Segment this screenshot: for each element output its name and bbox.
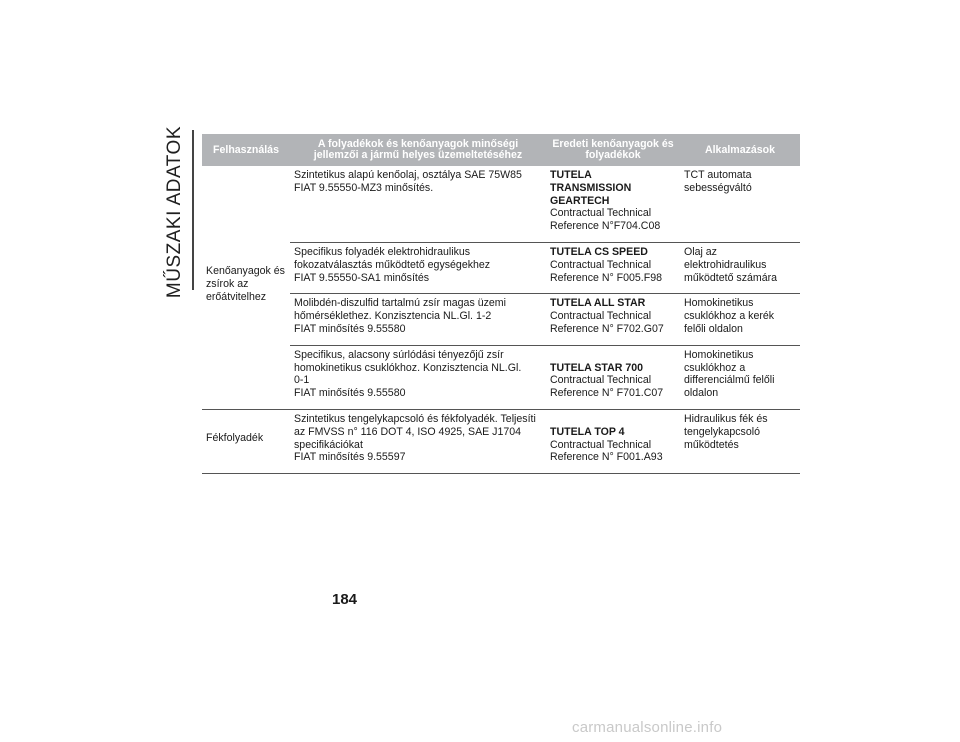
application-cell: [680, 345, 800, 409]
table-body: [202, 166, 800, 474]
application-line: Hidraulikus fék és: [684, 412, 768, 425]
specification-cell: [290, 242, 546, 293]
product-reference: Reference N° F001.A93: [550, 451, 663, 464]
product-reference: Reference N° F701.C07: [550, 387, 664, 400]
usage-cell: Kenőanyagok és zsírok az erőátvitelhez: [202, 166, 290, 409]
application-cell: [680, 409, 800, 473]
specification-line: Specifikus folyadék elektrohidraulikus: [294, 245, 471, 258]
product-name: TUTELA STAR 700: [550, 361, 643, 374]
header-applications: Alkalmazások: [680, 134, 800, 166]
product-reference: Contractual Technical: [550, 438, 652, 451]
product-reference: Reference N°F704.C08: [550, 220, 661, 233]
specification-line: Molibdén-diszulfid tartalmú zsír magas üzemi: [294, 297, 506, 310]
fluids-lubricants-table: [202, 134, 800, 474]
specification-line: az FMVSS n° 116 DOT 4, ISO 4925, SAE J1704: [294, 425, 522, 438]
application-line: elektrohidraulikus: [684, 258, 767, 271]
specification-line: specifikációkat: [294, 438, 363, 451]
table-row: [202, 345, 800, 409]
specification-line: fokozatválasztás működtető egységekhez: [294, 258, 491, 271]
product-cell: [546, 294, 680, 345]
product-cell: [546, 345, 680, 409]
application-line: csuklókhoz a kerék: [684, 310, 775, 323]
section-title: [161, 125, 189, 299]
application-line: működtetés: [684, 438, 739, 451]
specification-line: FIAT 9.55550-SA1 minősítés: [294, 271, 430, 284]
application-line: csuklókhoz a: [684, 361, 746, 374]
specification-cell: [290, 294, 546, 345]
specification-line: FIAT minősítés 9.55597: [294, 451, 406, 464]
header-quality-specs: A folyadékok és kenőanyagok minőségi jellemzői a jármű helyes üzemeltetéséhez: [290, 134, 546, 166]
header-usage: Felhasználás: [202, 134, 290, 166]
product-name: GEARTECH: [550, 194, 610, 207]
product-reference: Contractual Technical: [550, 374, 652, 387]
specification-line: Szintetikus alapú kenőolaj, osztálya SAE 75W85: [294, 169, 522, 181]
application-line: tengelykapcsoló: [684, 425, 760, 438]
table-row: [202, 242, 800, 293]
product-name: TUTELA CS SPEED: [550, 245, 648, 258]
application-line: felőli oldalon: [684, 322, 743, 335]
section-title-text: MŰSZAKI ADATOK: [164, 125, 185, 299]
usage-cell: Fékfolyadék: [202, 409, 290, 473]
product-reference: Contractual Technical: [550, 258, 652, 271]
specification-line: FIAT minősítés 9.55580: [294, 387, 406, 400]
application-line: Homokinetikus: [684, 348, 754, 361]
specification-line: FIAT minősítés 9.55580: [294, 322, 406, 335]
product-cell: [546, 166, 680, 242]
application-line: Olaj az: [684, 245, 717, 258]
application-cell: [680, 242, 800, 293]
product-name: TUTELA: [550, 169, 592, 181]
specification-line: hőmérséklethez. Konzisztencia NL.Gl. 1-2: [294, 310, 492, 323]
specification-cell: [290, 409, 546, 473]
application-line: sebességváltó: [684, 181, 752, 194]
specification-line: homokinetikus csuklókhoz. Konzisztencia NL.Gl.: [294, 361, 522, 374]
application-line: TCT automata: [684, 169, 752, 181]
specification-line: FIAT 9.55550-MZ3 minősítés.: [294, 181, 434, 194]
product-name: TUTELA TOP 4: [550, 425, 625, 438]
table-row: [202, 294, 800, 345]
spacer: [550, 349, 676, 362]
application-line: Homokinetikus: [684, 297, 754, 310]
table-header-row: [202, 134, 800, 166]
product-cell: [546, 242, 680, 293]
product-reference: Contractual Technical: [550, 207, 652, 220]
table-row: [202, 409, 800, 473]
watermark: carmanualsonline.info: [572, 719, 723, 736]
application-line: oldalon: [684, 387, 719, 400]
specification-line: Szintetikus tengelykapcsoló és fékfolyadék. Teljesíti: [294, 412, 536, 425]
specification-cell: [290, 166, 546, 242]
section-divider: [192, 130, 194, 290]
application-cell: [680, 294, 800, 345]
product-name: TRANSMISSION: [550, 181, 632, 194]
specification-line: Specifikus, alacsony súrlódási tényezőjű zsír: [294, 348, 504, 361]
product-cell: [546, 409, 680, 473]
product-reference: Contractual Technical: [550, 310, 652, 323]
product-reference: Reference N° F702.G07: [550, 322, 664, 335]
application-line: működtető számára: [684, 271, 778, 284]
header-original-products: Eredeti kenőanyagok és folyadékok: [546, 134, 680, 166]
page-number: 184: [332, 591, 358, 608]
product-reference: Reference N° F005.F98: [550, 271, 662, 284]
table-row: [202, 166, 800, 242]
product-name: TUTELA ALL STAR: [550, 297, 646, 310]
application-line: differenciálmű felőli: [684, 374, 775, 387]
specification-cell: [290, 345, 546, 409]
application-cell: [680, 166, 800, 242]
specification-line: 0-1: [294, 374, 310, 387]
spacer: [550, 413, 676, 426]
